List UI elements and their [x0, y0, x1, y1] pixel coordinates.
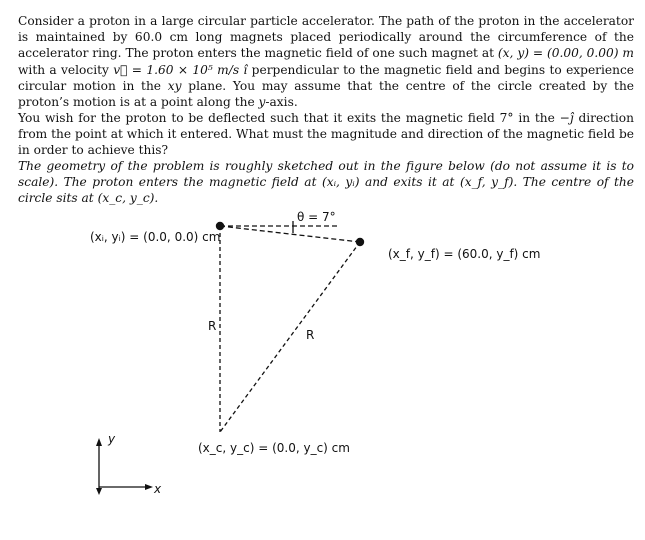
para1-entry-point: (x, y) = (0.00, 0.00) m [497, 46, 634, 61]
radius-diagonal-line [220, 242, 360, 432]
para2-direction: −ĵ [559, 111, 574, 125]
para1-text-g: plane. You may assume that the centre of the circle created by the proton’s motion is at a point along the [18, 78, 634, 110]
para1-axis: y [258, 95, 266, 110]
y-axis-down-arrow-icon [96, 488, 102, 495]
para1-text-i: -axis. [265, 95, 298, 110]
para2-text-a: You wish for the proton to be deflected such that it exits the magnetic field 7° in the [18, 111, 560, 125]
theta-label: θ = 7° [297, 210, 336, 224]
entry-point-marker [216, 222, 224, 230]
para2-text-c: direction from the point at which it entered. What must the magnitude and direction of the magnetic field be in order to achieve this? [18, 111, 634, 158]
para1-velocity: v⃗ = 1.60 × 10⁵ m/s î [113, 62, 248, 77]
center-point-label: (x_c, y_c) = (0.0, y_c) cm [198, 441, 350, 455]
final-point-label: (x_f, y_f) = (60.0, y_f) cm [388, 247, 541, 261]
exit-point-marker [356, 238, 364, 246]
geometry-figure [0, 200, 645, 540]
radius-left-label: R [208, 319, 217, 333]
axis-x-label: x [154, 482, 162, 496]
initial-point-label: (xᵢ, yᵢ) = (0.0, 0.0) cm [90, 230, 221, 244]
para1-text-c: with a velocity [18, 62, 114, 77]
para1-text-a: Consider a proton in a large circular particle accelerator. The path of the proton in the accelerator is maintained by 60.0 cm long magnets placed periodically around the circumference of the accelerator ring. The proton enters the magnetic field of one such magnet at [18, 14, 634, 61]
problem-paragraph-1 [18, 13, 634, 110]
para1-plane: xy [167, 78, 182, 93]
axis-y-label: y [108, 432, 116, 446]
problem-paragraph-3: The geometry of the problem is roughly sketched out in the figure below (do not assume it is to scale). The proton enters the magnetic field at (xᵢ, yᵢ) and exits it at (x_f, y_f). The centre of the circle sits at (x_c, y_c). [18, 159, 634, 206]
y-axis-arrow-icon [96, 438, 102, 446]
x-axis-arrow-icon [145, 484, 153, 490]
radius-right-label: R [306, 328, 315, 342]
para1-text-e: perpendicular to the magnetic field and begins to experience circular motion in the [18, 62, 634, 93]
figure-diagram [0, 200, 645, 540]
entry-to-exit-line [220, 226, 360, 242]
problem-paragraph-2 [18, 110, 634, 159]
